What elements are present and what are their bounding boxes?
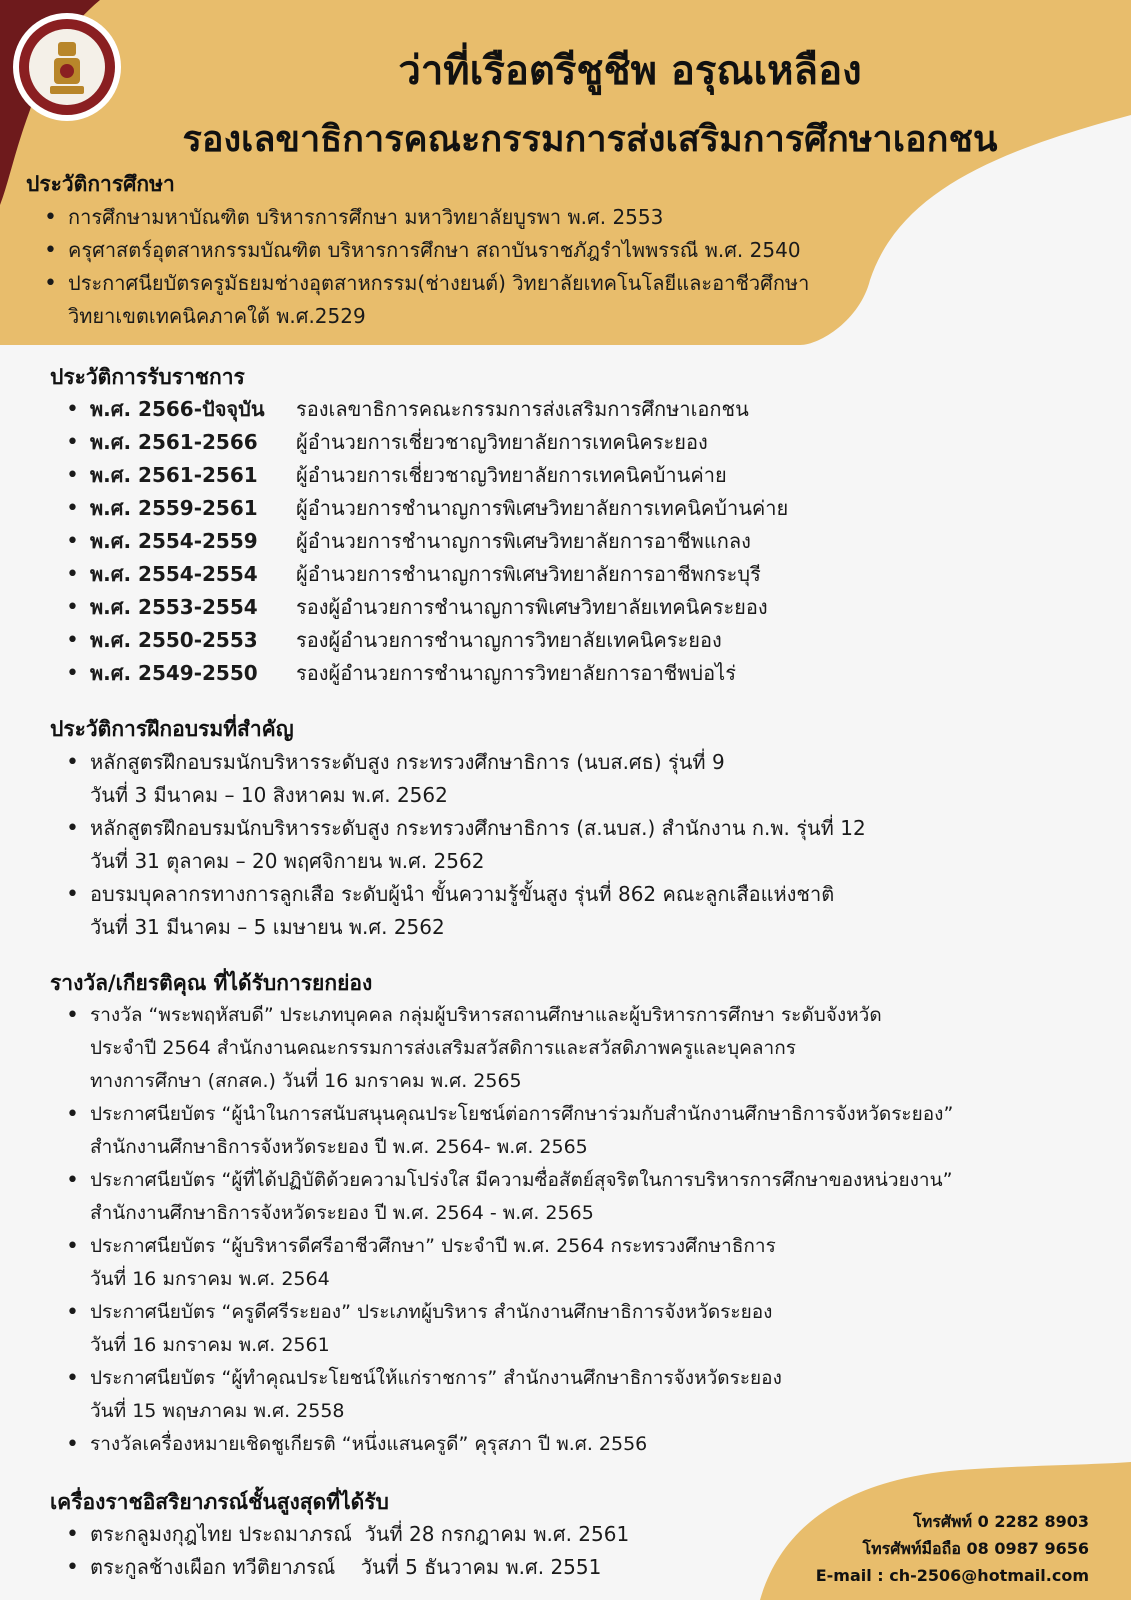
list-item: • หลักสูตรฝึกอบรมนักบริหารระดับสูง กระทรวงศึกษาธิการ (นบส.ศธ) รุ่นที่ 9 วันที่ 3 มีนาคม – 10 สิงหาคม พ.ศ. 2562	[64, 746, 1064, 812]
list-item: • ประกาศนียบัตร “ผู้บริหารดีศรีอาชีวศึกษา” ประจำปี พ.ศ. 2564 กระทรวงศึกษาธิการ วันที่ 16 มกราคม พ.ศ. 2564	[64, 1230, 1104, 1296]
list-item: • อบรมบุคลากรทางการลูกเสือ ระดับผู้นำ ขั้นความรู้ขั้นสูง รุ่นที่ 862 คณะลูกเสือแห่งชาติ วันที่ 31 มีนาคม – 5 เมษายน พ.ศ. 2562	[64, 878, 1064, 944]
list-item: • ประกาศนียบัตร “ผู้นำในการสนับสนุนคุณประโยชน์ต่อการศึกษาร่วมกับสำนักงานศึกษาธิการจังหวัดระยอง” สำนักงานศึกษาธิการจังหวัดระยอง ปี พ.ศ. 2564- พ.ศ. 2565	[64, 1098, 1104, 1164]
list-item: • รางวัล “พระพฤหัสบดี” ประเภทบุคคล กลุ่มผู้บริหารสถานศึกษาและผู้บริหารการศึกษา ระดับจังหวัด ประจำปี 2564 สำนักงานคณะกรรมการส่งเสริมสวัสดิการและสวัสดิภาพครูและบุคลากร ทางการศึกษา (สกสค.) วันที่ 16 มกราคม พ.ศ. 2565	[64, 999, 1104, 1098]
list-item: • พ.ศ. 2553-2554 รองผู้อำนวยการชำนาญการพิเศษวิทยาลัยเทคนิคระยอง	[64, 591, 924, 624]
emblem-icon	[12, 12, 122, 122]
list-item: • ประกาศนียบัตร “ผู้ที่ได้ปฏิบัติด้วยความโปร่งใส มีความซื่อสัตย์สุจริตในการบริหารการศึกษาของหน่วยงาน” สำนักงานศึกษาธิการจังหวัดระยอง ปี พ.ศ. 2564 - พ.ศ. 2565	[64, 1164, 1104, 1230]
career-list	[64, 393, 924, 690]
list-item: • พ.ศ. 2559-2561 ผู้อำนวยการชำนาญการพิเศษวิทยาลัยการเทคนิคบ้านค่าย	[64, 492, 924, 525]
list-item: • หลักสูตรฝึกอบรมนักบริหารระดับสูง กระทรวงศึกษาธิการ (ส.นบส.) สำนักงาน ก.พ. รุ่นที่ 12 วันที่ 31 ตุลาคม – 20 พฤศจิกายน พ.ศ. 2562	[64, 812, 1064, 878]
list-item: • ตระกูลช้างเผือก ทวีติยาภรณ์ วันที่ 5 ธันวาคม พ.ศ. 2551	[64, 1551, 764, 1584]
education-heading: ประวัติการศึกษา	[26, 172, 175, 196]
person-position: รองเลขาธิการคณะกรรมการส่งเสริมการศึกษาเอกชน	[182, 119, 998, 160]
list-item: • ประกาศนียบัตรครูมัธยมช่างอุตสาหกรรม(ช่างยนต์) วิทยาลัยเทคโนโลยีและอาชีวศึกษา วิทยาเขตเทคนิคภาคใต้ พ.ศ.2529	[42, 267, 902, 333]
list-item: • พ.ศ. 2554-2559 ผู้อำนวยการชำนาญการพิเศษวิทยาลัยการอาชีพแกลง	[64, 525, 924, 558]
list-item: • การศึกษามหาบัณฑิต บริหารการศึกษา มหาวิทยาลัยบูรพา พ.ศ. 2553	[42, 201, 902, 234]
list-item: • ประกาศนียบัตร “ครูดีศรีระยอง” ประเภทผู้บริหาร สำนักงานศึกษาธิการจังหวัดระยอง วันที่ 16 มกราคม พ.ศ. 2561	[64, 1296, 1104, 1362]
contact-email: E-mail : ch-2506@hotmail.com	[815, 1566, 1089, 1585]
list-item: • พ.ศ. 2566-ปัจจุบัน รองเลขาธิการคณะกรรมการส่งเสริมการศึกษาเอกชน	[64, 393, 924, 426]
education-list	[42, 201, 902, 333]
list-item: • ครุศาสตร์อุตสาหกรรมบัณฑิต บริหารการศึกษา สถาบันราชภัฎรำไพพรรณี พ.ศ. 2540	[42, 234, 902, 267]
training-heading: ประวัติการฝึกอบรมที่สำคัญ	[50, 717, 294, 741]
list-item: • ประกาศนียบัตร “ผู้ทำคุณประโยชน์ให้แก่ราชการ” สำนักงานศึกษาธิการจังหวัดระยอง วันที่ 15 พฤษภาคม พ.ศ. 2558	[64, 1362, 1104, 1428]
training-list	[64, 746, 1064, 944]
list-item: • พ.ศ. 2549-2550 รองผู้อำนวยการชำนาญการวิทยาลัยการอาชีพบ่อไร่	[64, 657, 924, 690]
list-item: • พ.ศ. 2561-2561 ผู้อำนวยการเชี่ยวชาญวิทยาลัยการเทคนิคบ้านค่าย	[64, 459, 924, 492]
contact-mobile: โทรศัพท์มือถือ 08 0987 9656	[862, 1539, 1089, 1558]
person-name: ว่าที่เรือตรีชูชีพ อรุณเหลือง	[398, 48, 862, 94]
list-item: • ตระกลูมงกุฎไทย ประถมาภรณ์ วันที่ 28 กรกฎาคม พ.ศ. 2561	[64, 1518, 764, 1551]
awards-heading: รางวัล/เกียรติคุณ ที่ได้รับการยกย่อง	[50, 971, 373, 995]
decorations-list	[64, 1518, 764, 1584]
career-heading: ประวัติการรับราชการ	[50, 365, 245, 389]
contact-phone: โทรศัพท์ 0 2282 8903	[913, 1512, 1089, 1531]
list-item: • พ.ศ. 2561-2566 ผู้อำนวยการเชี่ยวชาญวิทยาลัยการเทคนิคระยอง	[64, 426, 924, 459]
list-item: • พ.ศ. 2554-2554 ผู้อำนวยการชำนาญการพิเศษวิทยาลัยการอาชีพกระบุรี	[64, 558, 924, 591]
contact-block	[816, 1508, 1089, 1589]
list-item: • รางวัลเครื่องหมายเชิดชูเกียรติ “หนึ่งแสนครูดี” คุรุสภา ปี พ.ศ. 2556	[64, 1428, 1104, 1461]
decorations-heading: เครื่องราชอิสริยาภรณ์ชั้นสูงสุดที่ได้รับ	[50, 1490, 389, 1514]
awards-list	[64, 999, 1104, 1461]
list-item: • พ.ศ. 2550-2553 รองผู้อำนวยการชำนาญการวิทยาลัยเทคนิคระยอง	[64, 624, 924, 657]
